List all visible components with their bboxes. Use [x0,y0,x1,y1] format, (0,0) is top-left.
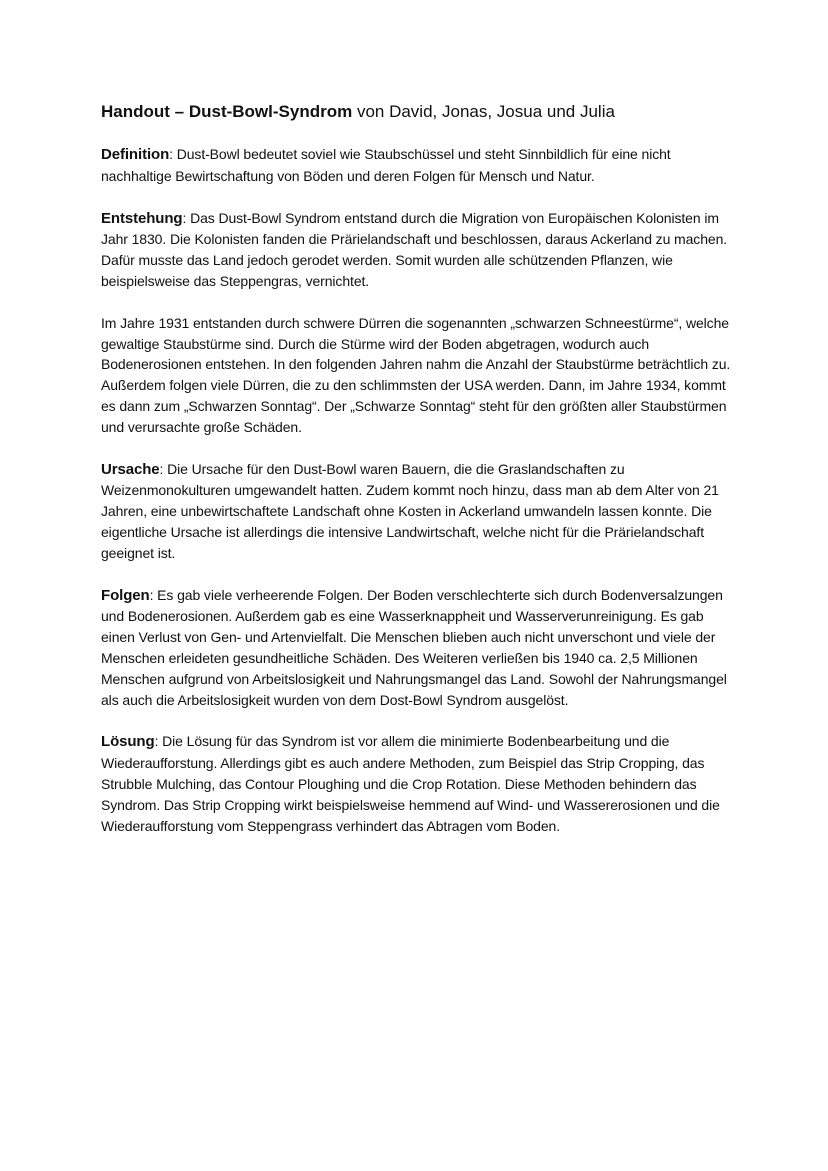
section-heading-ursache: Ursache [101,460,160,478]
section-text-definition: : Dust-Bowl bedeutet soviel wie Staubschüssel und steht Sinnbildlich für eine nicht nachhaltige Bewirtschaftung von Böden und deren Folgen für Mensch und Natur. [101,146,671,184]
handout-page [101,100,741,857]
section-text-folgen: : Es gab viele verheerende Folgen. Der Boden verschlechterte sich durch Bodenversalzungen und Bodenerosionen. Außerdem gab es eine Wasserknappheit und Wasserverunreinigung. Es gab einen Verlust von Gen- und Artenvielfalt. Die Menschen blieben auch nicht unverschont und viele der Menschen erleideten gesundheitliche Schäden. Des Weiteren verließen bis 1940 ca. 2,5 Millionen Menschen aufgrund von Arbeitslosigkeit und Nahrungsmangel das Land. Sowohl der Nahrungsmangel als auch die Arbeitslosigkeit wurden von dem Dost-Bowl Syndrom ausgelöst. [101,586,727,708]
section-heading-loesung: Lösung [101,733,155,751]
section-ursache [101,459,741,564]
section-text-ursache: : Die Ursache für den Dust-Bowl waren Bauern, die die Graslandschaften zu Weizenmonokulturen umgewandelt hatten. Zudem kommt noch hinzu, dass man ab dem Alter von 21 Jahren, eine unbewirtschaftete Landschaft ohne Kosten in Ackerland umwandeln lassen konnte. Die eigentliche Ursache ist allerdings die intensive Landwirtschaft, welche nicht für die Prärielandschaft geeignet ist. [101,460,719,561]
section-entstehung-continued [101,313,741,438]
section-text-loesung: : Die Lösung für das Syndrom ist vor allem die minimierte Bodenbearbeitung und die Wiederaufforstung. Allerdings gibt es auch andere Methoden, zum Beispiel das Strip Cropping, das Strubble Mulching, das Contour Ploughing und die Crop Rotation. Diese Methoden behindern das Syndrom. Das Strip Cropping wirkt beispielsweise hemmend auf Wind- und Wassererosionen und die Wiederaufforstung vom Steppengrass verhindert das Abtragen vom Boden. [101,733,720,834]
document-title [101,100,741,124]
section-entstehung [101,208,741,292]
section-heading-definition: Definition [101,146,170,163]
section-text-entstehung: : Das Dust-Bowl Syndrom entstand durch die Migration von Europäischen Kolonisten im Jahr 1830. Die Kolonisten fanden die Prärielandschaft und beschlossen, daraus Ackerland zu machen. Dafür musste das Land jedoch gerodet werden. Somit wurden alle schützenden Pflanzen, wie beispielsweise das Steppengras, vernichtet. [101,209,728,289]
section-folgen [101,585,741,711]
section-text-entstehung-continued: Im Jahre 1931 entstanden durch schwere Dürren die sogenannten „schwarzen Schneestürme“, welche gewaltige Staubstürme sind. Durch die Stürme wird der Boden abgetragen, wodurch auch Bodenerosionen entstehen. In den folgenden Jahren nahm die Anzahl der Staubstürme beträchtlich zu. Außerdem folgen viele Dürren, die zu den schlimmsten der USA werden. Dann, im Jahre 1934, kommt es dann zum „Schwarzen Sonntag“. Der „Schwarze Sonntag“ steht für den größten aller Staubstürmen und verursachte große Schäden. [101,314,731,435]
section-definition [101,144,741,187]
section-loesung [101,731,741,836]
title-authors: von David, Jonas, Josua und Julia [352,102,615,121]
section-heading-folgen: Folgen [101,586,150,604]
section-heading-entstehung: Entstehung [101,209,183,227]
title-bold: Handout – Dust-Bowl-Syndrom [101,102,353,121]
